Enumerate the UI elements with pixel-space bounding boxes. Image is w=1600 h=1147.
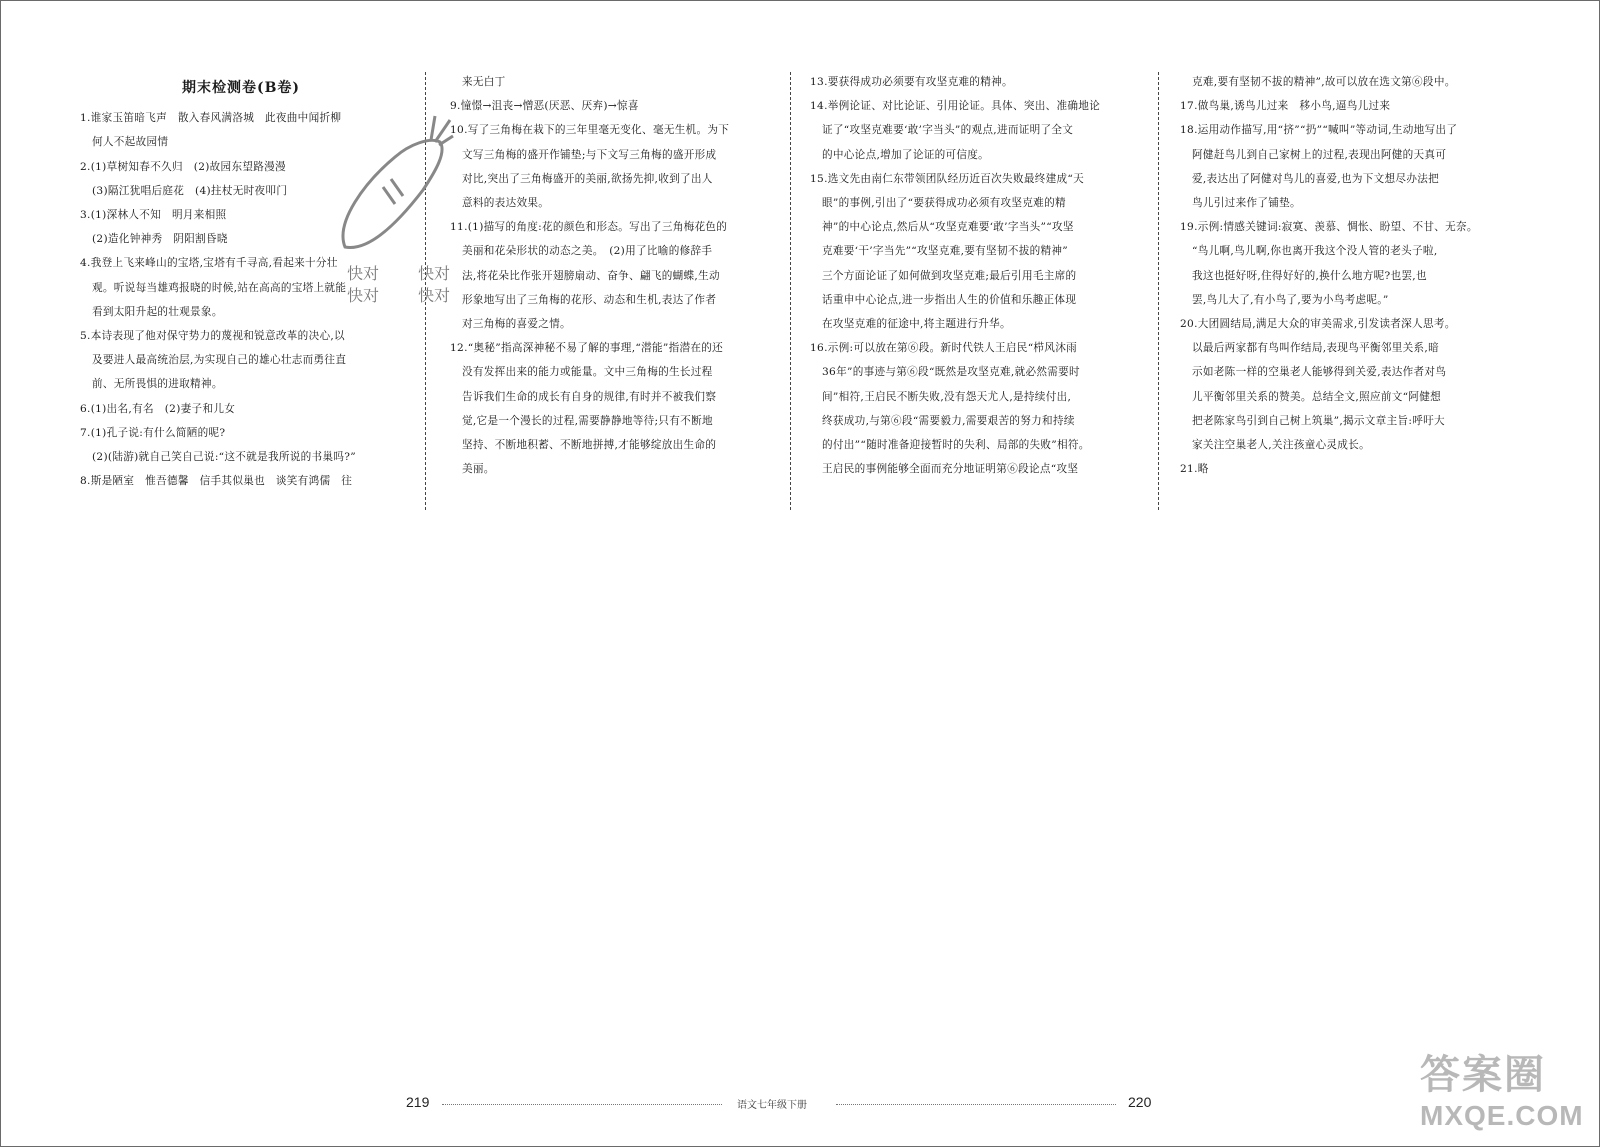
answer-line: 克难,要有坚韧不拔的精神”,故可以放在选文第⑥段中。 bbox=[1192, 76, 1456, 88]
carrot-watermark-icon bbox=[335, 112, 455, 257]
answer-line: 2.(1)草树知春不久归 (2)故园东望路漫漫 bbox=[80, 160, 286, 173]
footer-dots bbox=[836, 1104, 1116, 1105]
answer-line: 证了“攻坚克难要‘敢’字当头”的观点,进而证明了全文 bbox=[822, 124, 1074, 137]
answer-line: 来无白丁 bbox=[462, 76, 506, 88]
answer-line: 13.要获得成功必须要有攻坚克难的精神。 bbox=[810, 76, 1013, 88]
answer-line: 形象地写出了三角梅的花形、动态和生机,表达了作者 bbox=[462, 293, 717, 306]
answer-line: 16.示例:可以放在第⑥段。新时代铁人王启民“栉风沐雨 bbox=[810, 342, 1077, 355]
answer-line: 1.谁家玉笛暗飞声 散入春风满洛城 此夜曲中闻折柳 bbox=[80, 112, 342, 125]
answer-line: 何人不起故园情 bbox=[92, 136, 169, 149]
column-separator bbox=[790, 72, 791, 510]
answer-line: (2)造化钟神秀 阴阳割昏晓 bbox=[92, 233, 228, 246]
answer-line: 意料的表达效果。 bbox=[462, 197, 550, 210]
answer-line: 21.略 bbox=[1180, 463, 1209, 476]
answer-line: 阿健赶鸟儿到自己家树上的过程,表现出阿健的天真可 bbox=[1192, 148, 1447, 161]
column-3 bbox=[810, 70, 1140, 481]
answer-line: 美丽。 bbox=[462, 463, 495, 476]
answer-line: 美丽和花朵形状的动态之美。 (2)用了比喻的修辞手 bbox=[462, 245, 713, 258]
column-separator bbox=[1158, 72, 1159, 510]
answer-line: 在攻坚克难的征途中,将主题进行升华。 bbox=[822, 318, 1011, 331]
answer-line: 18.运用动作描写,用“挤”“扔”“喊叫”等动词,生动地写出了 bbox=[1180, 124, 1458, 137]
answer-line: 看到太阳升起的壮观景象。 bbox=[92, 305, 223, 318]
answer-line: (3)隔江犹唱后庭花 (4)拄杖无时夜叩门 bbox=[92, 184, 288, 197]
answer-line: 对三角梅的喜爱之情。 bbox=[462, 318, 571, 331]
answer-line: (2)(陆游)就自己笑自己说:“这不就是我所说的书巢吗?” bbox=[92, 451, 356, 464]
answer-line: 鸟儿引过来作了铺垫。 bbox=[1192, 197, 1301, 210]
page-footer bbox=[400, 1094, 1200, 1114]
column-4 bbox=[1180, 70, 1510, 481]
answer-line: 我这也挺好呀,住得好好的,换什么地方呢?也罢,也 bbox=[1192, 269, 1427, 282]
answer-line: 14.举例论证、对比论证、引用论证。具体、突出、准确地论 bbox=[810, 100, 1101, 113]
answer-line: 及要进人最高统治层,为实现自己的雄心壮志而勇往直 bbox=[92, 354, 347, 367]
answer-line: 10.写了三角梅在栽下的三年里毫无变化、毫无生机。为下 bbox=[450, 124, 730, 137]
answer-line: 三个方面论证了如何做到攻坚克难;最后引用毛主席的 bbox=[822, 269, 1077, 282]
answer-line: 36年”的事迹与第⑥段“既然是攻坚克难,就必然需要时 bbox=[822, 366, 1080, 379]
answer-line: 家关注空巢老人,关注孩童心灵成长。 bbox=[1192, 439, 1370, 452]
answer-line: 间”相符,王启民不断失败,没有怨天尤人,是持续付出, bbox=[822, 390, 1072, 403]
watermark-text: 快对 快对 bbox=[347, 266, 380, 305]
site-watermark bbox=[1420, 1043, 1595, 1143]
answer-line: 儿平衡邻里关系的赞美。总结全文,照应前文“阿健想 bbox=[1192, 390, 1442, 403]
answer-line: 爱,表达出了阿健对鸟儿的喜爱,也为下文想尽办法把 bbox=[1192, 172, 1439, 185]
answer-line: 克难要‘干’字当先”“攻坚克难,要有坚韧不拔的精神” bbox=[822, 245, 1069, 258]
answer-line: 文写三角梅的盛开作铺垫;与下文写三角梅的盛开形成 bbox=[462, 148, 717, 161]
watermark-text: 快对 快对 bbox=[418, 266, 451, 305]
answer-line: 终获成功,与第⑥段“需要毅力,需要艰苦的努力和持续 bbox=[822, 414, 1075, 427]
answer-line: 罢,鸟儿大了,有小鸟了,要为小鸟考虑呢。” bbox=[1192, 293, 1389, 306]
answer-line: 8.斯是陋室 惟吾德馨 信手其似巢也 谈笑有鸿儒 往 bbox=[80, 475, 353, 488]
answer-line: 4.我登上飞来峰山的宝塔,宝塔有千寻高,看起来十分壮 bbox=[80, 257, 338, 270]
answer-line: 对比,突出了三角梅盛开的美丽,欲扬先抑,收到了出人 bbox=[462, 172, 713, 185]
answer-line: 眼”的事例,引出了“要获得成功必须有攻坚克难的精 bbox=[822, 197, 1066, 210]
answer-line: 告诉我们生命的成长有自身的规律,有时并不被我们察 bbox=[462, 390, 717, 403]
answer-line: 12.“奥秘”指高深神秘不易了解的事理,“潜能”指潜在的还 bbox=[450, 342, 724, 355]
footer-book-title: 语文七年级下册 bbox=[737, 1100, 807, 1111]
page-number-left: 219 bbox=[406, 1094, 430, 1110]
answer-line: 没有发挥出来的能力或能量。文中三角梅的生长过程 bbox=[462, 366, 713, 379]
column-2 bbox=[450, 70, 772, 481]
answer-line: 把老陈家鸟引到自己树上筑巢”,揭示文章主旨:呼吁大 bbox=[1192, 414, 1445, 427]
answer-line: 观。听说每当雄鸡报晓的时候,站在高高的宝塔上就能 bbox=[92, 281, 347, 294]
answer-line: 9.憧憬→沮丧→憎恶(厌恶、厌弃)→惊喜 bbox=[450, 100, 639, 113]
answer-line: 觉,它是一个漫长的过程,需要静静地等待;只有不断地 bbox=[462, 414, 713, 427]
answer-line: 15.选文先由南仁东带领团队经历近百次失败最终建成“天 bbox=[810, 172, 1085, 185]
answer-line: 法,将花朵比作张开翅膀扇动、奋争、翩飞的蝴蝶,生动 bbox=[462, 269, 720, 282]
answer-line: 3.(1)深林人不知 明月来相照 bbox=[80, 209, 227, 222]
answer-line: 坚持、不断地积蓄、不断地拼搏,才能够绽放出生命的 bbox=[462, 439, 717, 452]
page-title: 期末检测卷(B卷) bbox=[181, 80, 301, 96]
answer-line: 5.本诗表现了他对保守势力的蔑视和锐意改革的决心,以 bbox=[80, 330, 345, 343]
answer-line: 19.示例:情感关键词:寂寞、羡慕、惆怅、盼望、不甘、无奈。 bbox=[1180, 221, 1478, 234]
answer-line: 20.大团圆结局,满足大众的审美需求,引发读者深人思考。 bbox=[1180, 318, 1456, 331]
answer-line: 以最后两家都有鸟叫作结局,表现鸟平衡邻里关系,暗 bbox=[1192, 342, 1439, 355]
answer-line: 神”的中心论点,然后从“攻坚克难要‘敢’字当头”“攻坚 bbox=[822, 221, 1074, 234]
answer-line: 6.(1)出名,有名 (2)妻子和儿女 bbox=[80, 402, 236, 415]
answer-line: 话重申中心论点,进一步指出人生的价值和乐趣正体现 bbox=[822, 293, 1077, 306]
answer-line: “鸟儿啊,鸟儿啊,你也离开我这个没人管的老头子啦, bbox=[1192, 245, 1438, 258]
answer-line: 王启民的事例能够全面而充分地证明第⑥段论点“攻坚 bbox=[822, 463, 1079, 476]
answer-line: 前、无所畏惧的进取精神。 bbox=[92, 378, 223, 391]
page-number-right: 220 bbox=[1128, 1094, 1152, 1110]
answer-line: 17.做鸟巢,诱鸟儿过来 移小鸟,逼鸟儿过来 bbox=[1180, 100, 1391, 113]
answer-line: 7.(1)孔子说:有什么简陋的呢? bbox=[80, 426, 226, 439]
watermark-logo: 答案圈 bbox=[1420, 1053, 1546, 1097]
watermark-url: MXQE.COM bbox=[1420, 1100, 1584, 1131]
answer-line: 的中心论点,增加了论证的可信度。 bbox=[822, 148, 990, 161]
footer-dots bbox=[442, 1104, 722, 1105]
answer-line: 11.(1)描写的角度:花的颜色和形态。写出了三角梅花色的 bbox=[450, 221, 728, 234]
answer-line: 的付出”“随时准备迎接暂时的失利、局部的失败”相符。 bbox=[822, 439, 1090, 452]
answer-line: 示如老陈一样的空巢老人能够得到关爱,表达作者对鸟 bbox=[1192, 366, 1447, 379]
